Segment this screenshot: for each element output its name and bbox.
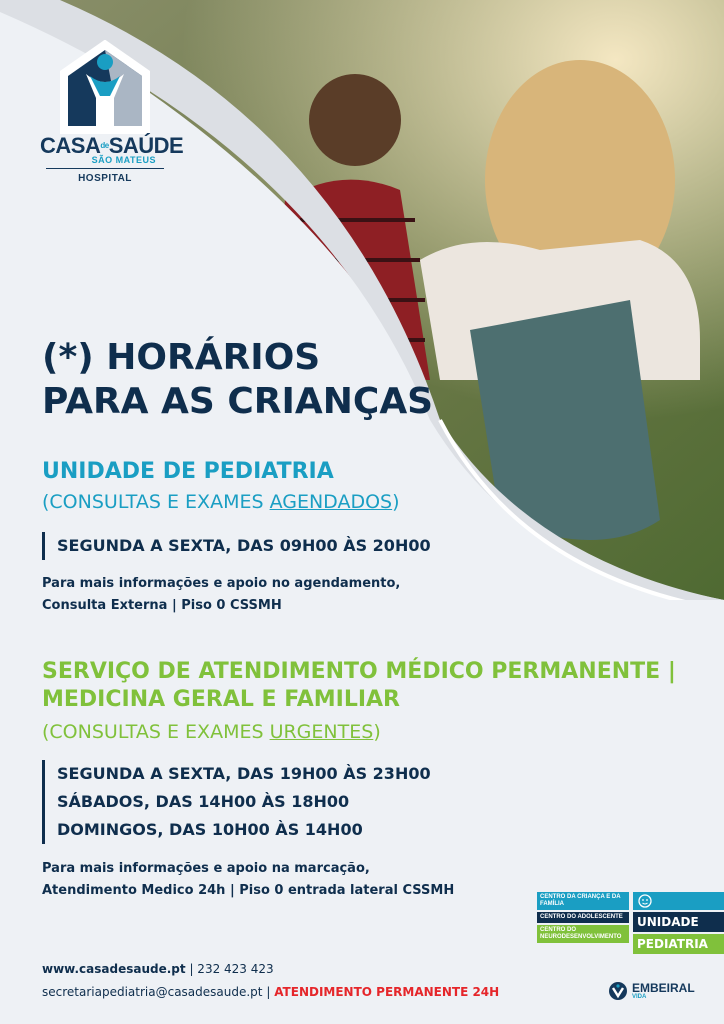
urgent-subtitle-pre: (CONSULTAS E EXAMES (42, 721, 270, 743)
pediatria-info-line-2: Consulta Externa | Piso 0 CSSMH (42, 598, 282, 613)
badge-item-neurodevelopment-center: CENTRO DO NEURODESENVOLVIMENTO (537, 925, 629, 943)
embeiral-logo (608, 980, 708, 1002)
pediatria-hours (42, 532, 431, 560)
contact-separator: | (266, 985, 271, 999)
brand-name-a: CASA (40, 133, 101, 158)
brand-type: HOSPITAL (78, 173, 132, 184)
email-link[interactable]: secretariapediatria@casadesaude.pt (42, 985, 263, 999)
urgent-title-line-1: SERVIÇO DE ATENDIMENTO MÉDICO PERMANENTE | (42, 659, 676, 684)
partner-sub: VIDA (632, 994, 647, 1000)
urgent-info (42, 858, 454, 902)
badge-top (633, 892, 724, 910)
title-line-1: (*) HORÁRIOS (42, 337, 321, 378)
partner-name: EMBEIRAL (632, 981, 695, 995)
page-title (42, 336, 433, 424)
website-link[interactable]: www.casadesaude.pt (42, 962, 186, 976)
urgent-hours-saturday: SÁBADOS, DAS 14H00 ÀS 18H00 (57, 792, 350, 811)
urgent-subtitle-underlined: URGENTES (269, 721, 374, 743)
centers-badge (537, 892, 629, 945)
pediatria-info-line-1: Para mais informações e apoio no agendamento, (42, 576, 401, 591)
permanent-service-label: ATENDIMENTO PERMANENTE 24H (274, 985, 500, 999)
title-line-2: PARA AS CRIANÇAS (42, 381, 434, 422)
hospital-logo (40, 40, 170, 134)
pediatria-hours-line: SEGUNDA A SEXTA, DAS 09H00 ÀS 20H00 (57, 536, 431, 555)
pediatria-subtitle (42, 490, 400, 514)
urgent-info-line-2: Atendimento Medico 24h | Piso 0 entrada lateral CSSMH (42, 883, 455, 898)
pediatria-subtitle-post: ) (392, 491, 400, 513)
badge-item-adolescent-center: CENTRO DO ADOLESCENTE (537, 912, 629, 923)
pediatria-title: UNIDADE DE PEDIATRIA (42, 459, 334, 484)
embeiral-logo-icon (608, 981, 628, 1001)
contact-web-line (42, 958, 499, 981)
phone-number[interactable]: | 232 423 423 (189, 962, 274, 976)
brand-wordmark (40, 133, 184, 184)
pediatria-subtitle-underlined: AGENDADOS (269, 491, 393, 513)
urgent-service-title (42, 658, 676, 714)
urgent-hours (42, 760, 431, 844)
pediatria-subtitle-pre: (CONSULTAS E EXAMES (42, 491, 270, 513)
pediatria-info (42, 573, 400, 617)
contacts (42, 958, 499, 1004)
urgent-subtitle-post: ) (373, 721, 381, 743)
urgent-info-line-1: Para mais informações e apoio na marcação, (42, 861, 370, 876)
house-logo-icon (40, 40, 170, 134)
brand-location: SÃO MATEUS (91, 155, 156, 165)
child-face-icon (637, 893, 653, 909)
badge-label-unidade: UNIDADE (633, 912, 724, 932)
urgent-hours-weekdays: SEGUNDA A SEXTA, DAS 19H00 ÀS 23H00 (57, 764, 431, 783)
contact-email-line (42, 981, 499, 1004)
brand-name-de: de (100, 141, 109, 150)
brand-name-b: SAÚDE (108, 133, 184, 158)
urgent-subtitle (42, 720, 381, 744)
urgent-hours-sunday: DOMINGOS, DAS 10H00 ÀS 14H00 (57, 820, 363, 839)
brand-divider (46, 168, 164, 169)
urgent-title-line-2: MEDICINA GERAL E FAMILIAR (42, 687, 400, 712)
pediatria-unit-badge (633, 892, 724, 954)
badge-item-family-center: CENTRO DA CRIANÇA E DA FAMÍLIA (537, 892, 629, 910)
badge-label-pediatria: PEDIATRIA (633, 934, 724, 954)
